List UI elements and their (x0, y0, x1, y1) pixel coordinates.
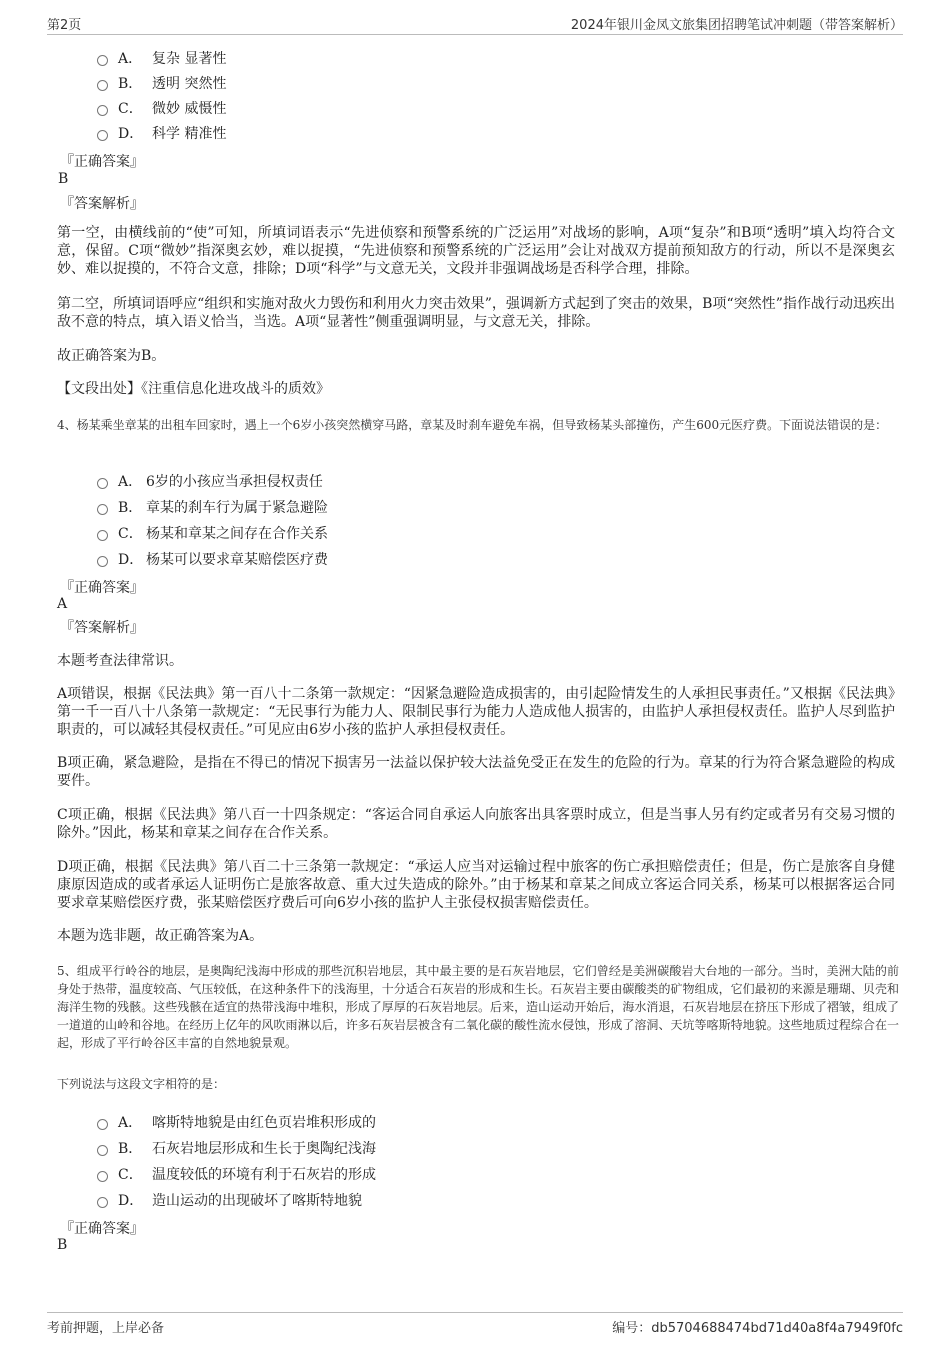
correct-answer: A (57, 596, 68, 612)
radio-icon[interactable] (97, 1119, 108, 1130)
analysis-paragraph: B项正确，紧急避险，是指在不得已的情况下损害另一法益以保护较大法益免受正在发生的危险的行为。章某的行为符合紧急避险的构成要件。 (57, 755, 895, 789)
q4-option-c[interactable]: C． 杨某和章某之间存在合作关系 (97, 523, 328, 543)
radio-icon[interactable] (97, 478, 108, 489)
source-citation: 【文段出处】《注重信息化进攻战斗的质效》 (57, 381, 330, 397)
document-title: 2024年银川金凤文旅集团招聘笔试冲刺题（带答案解析） (570, 18, 903, 33)
footer-slogan: 考前押题，上岸必备 (47, 1321, 165, 1336)
q3-option-a[interactable]: A． 复杂 显著性 (97, 48, 226, 68)
radio-icon[interactable] (97, 1145, 108, 1156)
analysis-paragraph: 第一空，由横线前的“使”可知，所填词语表示“先进侦察和预警系统的广泛运用”对战场的影响，A项“复杂”和B项“透明”填入均符合文意，保留。C项“微妙”指深奥玄妙，难以捉摸，“先进侦察和预警系统的广泛运用”会让对战双方提前预知敌方的行动，所以不是深奥玄妙、难以捉摸的，不符合文意，排除；D项“科学”与文意无关，文段并非强调战场是否科学合理，排除。 (57, 225, 895, 277)
radio-icon[interactable] (97, 80, 108, 91)
radio-icon[interactable] (97, 55, 108, 66)
radio-icon[interactable] (97, 105, 108, 116)
page-header (47, 12, 903, 35)
radio-icon[interactable] (97, 504, 108, 515)
q3-option-d[interactable]: D． 科学 精准性 (97, 123, 226, 143)
question-prompt: 下列说法与这段文字相符的是： (57, 1077, 226, 1091)
analysis-paragraph: 本题考查法律常识。 (57, 653, 183, 669)
correct-answer-label: 『正确答案』 (60, 1221, 144, 1237)
correct-answer: B (58, 171, 69, 187)
correct-answer-label: 『正确答案』 (60, 580, 144, 596)
question-stem: 5、组成平行岭谷的地层，是奥陶纪浅海中形成的那些沉积岩地层，其中最主要的是石灰岩地层，它们曾经是美洲碳酸岩大台地的一部分。当时，美洲大陆的前身处于热带，温度较高、气压较低，在这种条件下的浅海里，十分适合石灰岩的形成和生长。石灰岩主要由碳酸类的矿物组成，它们最初的来源是珊瑚、贝壳和海洋生物的残骸。这些残骸在适宜的热带浅海中堆积，形成了厚厚的石灰岩地层。后来，造山运动开始后，海水消退，石灰岩地层在挤压下形成了褶皱，组成了一道道的山岭和谷地。在经历上亿年的风吹雨淋以后，许多石灰岩层被含有二氧化碳的酸性流水侵蚀，形成了溶洞、天坑等喀斯特地貌。这些地质过程综合在一起，形成了平行岭谷区丰富的自然地貌景观。 (57, 964, 899, 1050)
q4-option-a[interactable]: A． 6岁的小孩应当承担侵权责任 (97, 471, 323, 491)
q5-option-c[interactable]: C． 温度较低的环境有利于石灰岩的形成 (97, 1164, 376, 1184)
page-number: 第2页 (47, 18, 82, 33)
analysis-paragraph: D项正确，根据《民法典》第八百二十三条第一款规定：“承运人应当对运输过程中旅客的伤亡承担赔偿责任；但是，伤亡是旅客自身健康原因造成的或者承运人证明伤亡是旅客故意、重大过失造成的除外。”由于杨某和章某之间成立客运合同关系，杨某可以根据客运合同要求章某赔偿医疗费，张某赔偿医疗费后可向6岁小孩的监护人主张侵权损害赔偿责任。 (57, 859, 895, 911)
analysis-label: 『答案解析』 (60, 196, 144, 212)
q3-option-b[interactable]: B． 透明 突然性 (97, 73, 226, 93)
q5-option-d[interactable]: D． 造山运动的出现破坏了喀斯特地貌 (97, 1190, 362, 1210)
radio-icon[interactable] (97, 530, 108, 541)
analysis-paragraph: 故正确答案为B。 (57, 348, 166, 364)
q4-option-d[interactable]: D． 杨某可以要求章某赔偿医疗费 (97, 549, 328, 569)
q5-option-a[interactable]: A． 喀斯特地貌是由红色页岩堆积形成的 (97, 1112, 376, 1132)
radio-icon[interactable] (97, 1171, 108, 1182)
analysis-paragraph: A项错误，根据《民法典》第一百八十二条第一款规定：“因紧急避险造成损害的，由引起险情发生的人承担民事责任。”又根据《民法典》第一千一百八十八条第一款规定：“无民事行为能力人、限制民事行为能力人造成他人损害的，由监护人承担侵权责任。监护人尽到监护职责的，可以减轻其侵权责任。”可见应由6岁小孩的监护人承担侵权责任。 (57, 686, 895, 738)
correct-answer: B (57, 1237, 68, 1253)
radio-icon[interactable] (97, 556, 108, 567)
q3-option-c[interactable]: C． 微妙 威慑性 (97, 98, 226, 118)
correct-answer-label: 『正确答案』 (60, 154, 144, 170)
question-stem: 4、杨某乘坐章某的出租车回家时，遇上一个6岁小孩突然横穿马路，章某及时刹车避免车祸，但导致杨某头部撞伤，产生600元医疗费。下面说法错误的是： (57, 418, 888, 432)
analysis-paragraph: 本题为选非题，故正确答案为A。 (57, 928, 264, 944)
analysis-label: 『答案解析』 (60, 620, 144, 636)
page-footer (47, 1312, 903, 1337)
analysis-paragraph: C项正确，根据《民法典》第八百一十四条规定：“客运合同自承运人向旅客出具客票时成立，但是当事人另有约定或者另有交易习惯的除外。”因此，杨某和章某之间存在合作关系。 (57, 807, 895, 841)
q4-option-b[interactable]: B． 章某的刹车行为属于紧急避险 (97, 497, 328, 517)
document-id: 编号：db5704688474bd71d40a8f4a7949f0fc (612, 1321, 903, 1336)
radio-icon[interactable] (97, 130, 108, 141)
radio-icon[interactable] (97, 1197, 108, 1208)
analysis-paragraph: 第二空，所填词语呼应“组织和实施对敌火力毁伤和利用火力突击效果”，强调新方式起到了突击的效果，B项“突然性”指作战行动迅疾出敌不意的特点，填入语义恰当，当选。A项“显著性”侧重强调明显，与文意无关，排除。 (57, 296, 895, 330)
q5-option-b[interactable]: B． 石灰岩地层形成和生长于奥陶纪浅海 (97, 1138, 376, 1158)
